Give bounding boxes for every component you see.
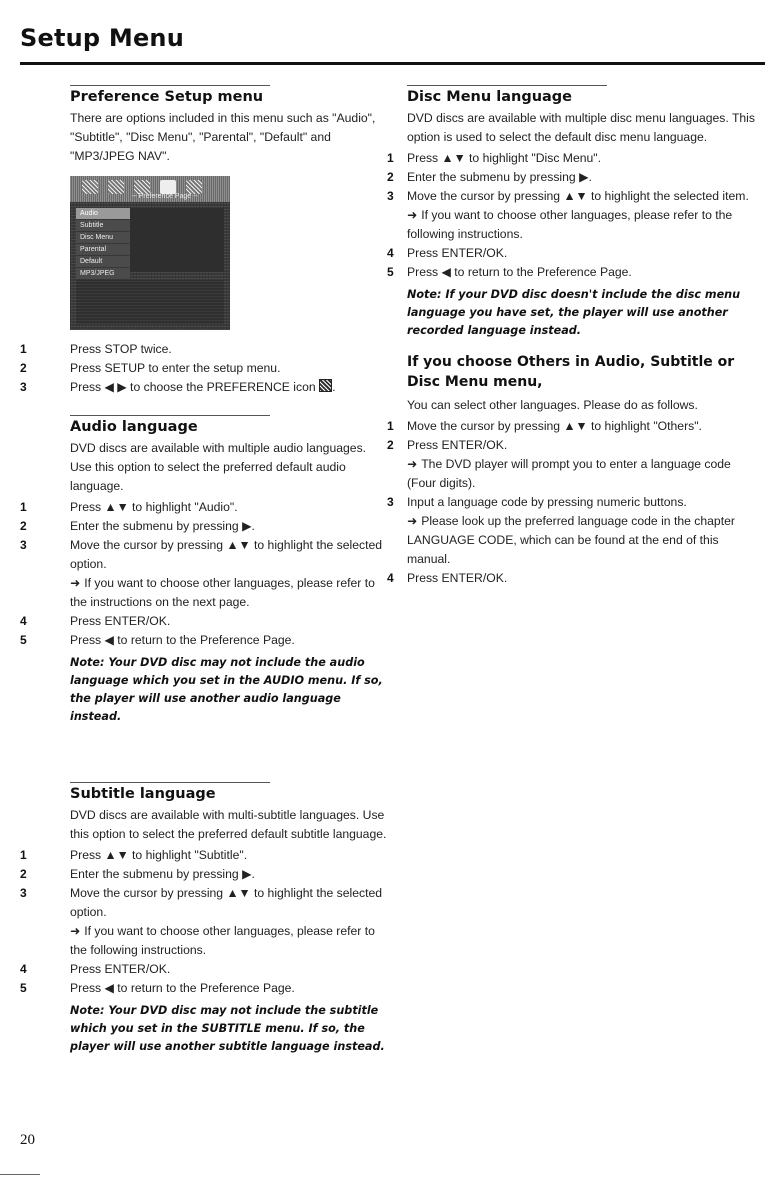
step-item <box>20 884 390 960</box>
subnote-text: If you want to choose other languages, please refer to the instructions on the next page. <box>70 576 375 609</box>
step-item <box>387 436 759 493</box>
step-subnote <box>70 922 390 960</box>
section-intro: DVD discs are available with multi-subtitle languages. Use this option to select the preferred default subtitle language. <box>70 808 387 841</box>
step-text: Press ENTER/OK. <box>407 571 508 585</box>
audio-steps <box>20 498 390 650</box>
step-number: 2 <box>20 361 27 375</box>
step-number: 5 <box>387 265 394 279</box>
step-text: Press STOP twice. <box>70 342 172 356</box>
step-number: 3 <box>20 380 27 394</box>
step-item <box>387 168 759 187</box>
step-item <box>20 846 390 865</box>
step-text: Press ▲▼ to highlight "Subtitle". <box>70 848 248 862</box>
subnote-text: The DVD player will prompt you to enter a language code (Four digits). <box>407 457 731 490</box>
step-item <box>387 149 759 168</box>
page-number: 20 <box>20 1132 35 1148</box>
section-rule <box>70 782 270 783</box>
section-title: Subtitle language <box>70 786 216 802</box>
preference-icon <box>160 180 176 194</box>
subnote-text: Please look up the preferred language code in the chapter LANGUAGE CODE, which can be found at the end of this manual. <box>407 514 735 566</box>
section-intro: You can select other languages. Please do as follows. <box>407 398 698 412</box>
step-number: 1 <box>387 151 394 165</box>
step-text: Move the cursor by pressing ▲▼ to highlight the selected item. <box>407 189 749 203</box>
step-number: 4 <box>20 962 27 976</box>
header-rule <box>20 62 765 65</box>
step-item <box>387 187 759 244</box>
arrow-right-icon: ➜ <box>407 514 418 528</box>
section-note: Note: Your DVD disc may not include the audio language which you set in the AUDIO menu. If so, the player will use another audio language instead. <box>70 656 383 723</box>
section-title: Disc Menu language <box>407 89 573 105</box>
step-text-end: . <box>332 380 336 394</box>
step-text: Press ENTER/OK. <box>70 614 171 628</box>
step-item <box>387 493 759 569</box>
step-text: Press ◀ to return to the Preference Page. <box>70 981 295 995</box>
step-item <box>20 612 390 631</box>
step-text: Move the cursor by pressing ▲▼ to highlight "Others". <box>407 419 702 433</box>
disc-menu-section <box>387 85 759 340</box>
step-text: Enter the submenu by pressing ▶. <box>70 519 255 533</box>
right-column <box>387 85 759 588</box>
step-item <box>20 498 390 517</box>
screenshot-tab-bar <box>70 176 230 202</box>
screenshot-menu-item: Audio <box>76 208 130 219</box>
step-number: 3 <box>387 189 394 203</box>
step-number: 2 <box>20 867 27 881</box>
step-item <box>20 378 390 397</box>
step-number: 1 <box>20 848 27 862</box>
subnote-text: If you want to choose other languages, please refer to the following instructions. <box>70 924 375 957</box>
arrow-right-icon: ➜ <box>70 576 81 590</box>
step-text: Press ◀ to return to the Preference Page. <box>407 265 632 279</box>
step-text: Move the cursor by pressing ▲▼ to highlight the selected option. <box>70 886 383 919</box>
step-number: 2 <box>387 438 394 452</box>
step-text: Press ENTER/OK. <box>407 246 508 260</box>
preference-steps <box>20 340 390 397</box>
step-number: 2 <box>20 519 27 533</box>
screenshot-menu-item: Subtitle <box>76 220 130 231</box>
disc-menu-steps <box>387 149 759 282</box>
page-title: Setup Menu <box>20 24 184 52</box>
screenshot-submenu-area <box>130 208 224 272</box>
step-subnote <box>70 574 390 612</box>
step-text: Input a language code by pressing numeric buttons. <box>407 495 687 509</box>
step-number: 3 <box>20 886 27 900</box>
step-number: 1 <box>20 342 27 356</box>
step-item <box>20 865 390 884</box>
screenshot-tab-label: -- Preference Page -- <box>132 193 198 200</box>
screenshot-menu-item: Parental <box>76 244 130 255</box>
step-item <box>20 340 390 359</box>
step-text: Enter the submenu by pressing ▶. <box>407 170 592 184</box>
section-note: Note: If your DVD disc doesn't include the disc menu language you have set, the player will use another recorded language instead. <box>407 288 741 337</box>
step-item <box>20 536 390 612</box>
page-edge-line <box>0 1174 40 1175</box>
arrow-right-icon: ➜ <box>407 208 418 222</box>
step-number: 2 <box>387 170 394 184</box>
step-text: Press ▲▼ to highlight "Audio". <box>70 500 238 514</box>
password-icon <box>186 180 202 194</box>
step-number: 1 <box>20 500 27 514</box>
step-item <box>387 569 759 588</box>
step-text: Enter the submenu by pressing ▶. <box>70 867 255 881</box>
screenshot-menu-item: MP3/JPEG <box>76 268 130 279</box>
subnote-text: If you want to choose other languages, please refer to the following instructions. <box>407 208 733 241</box>
step-item <box>20 631 390 650</box>
video-setup-icon <box>134 180 150 194</box>
step-number: 1 <box>387 419 394 433</box>
section-title: Preference Setup menu <box>70 89 264 105</box>
subtitle-steps <box>20 846 390 998</box>
step-text: Press ▲▼ to highlight "Disc Menu". <box>407 151 601 165</box>
step-subnote <box>407 455 759 493</box>
step-item <box>20 517 390 536</box>
step-item <box>20 979 390 998</box>
step-number: 4 <box>387 571 394 585</box>
step-subnote <box>407 206 759 244</box>
others-section <box>387 352 759 588</box>
preference-menu-screenshot <box>70 176 230 330</box>
step-item <box>387 263 759 282</box>
others-steps <box>387 417 759 588</box>
section-note: Note: Your DVD disc may not include the subtitle which you set in the SUBTITLE menu. If so, the player will use another subtitle language instead. <box>70 1004 385 1053</box>
step-text: Press ◀ to return to the Preference Page. <box>70 633 295 647</box>
screenshot-menu-item: Default <box>76 256 130 267</box>
step-number: 4 <box>20 614 27 628</box>
step-text: Press SETUP to enter the setup menu. <box>70 361 281 375</box>
step-number: 3 <box>387 495 394 509</box>
step-number: 5 <box>20 633 27 647</box>
step-item <box>20 359 390 378</box>
preference-section <box>20 85 390 397</box>
audio-setup-icon <box>108 180 124 194</box>
section-title: If you choose Others in Audio, Subtitle or Disc Menu menu, <box>407 354 735 390</box>
step-item <box>387 244 759 263</box>
screenshot-menu-item: Disc Menu <box>76 232 130 243</box>
section-rule <box>70 415 270 416</box>
audio-section <box>20 415 390 726</box>
step-item <box>387 417 759 436</box>
step-number: 4 <box>387 246 394 260</box>
section-intro: DVD discs are available with multiple audio languages. Use this option to select the preferred default audio language. <box>70 441 367 493</box>
section-intro: DVD discs are available with multiple disc menu languages. This option is used to select the default disc menu language. <box>407 111 755 144</box>
section-rule <box>407 85 607 86</box>
step-number: 5 <box>20 981 27 995</box>
step-text: Press ENTER/OK. <box>70 962 171 976</box>
left-column <box>20 85 390 1056</box>
step-subnote <box>407 512 759 569</box>
step-text: Press ENTER/OK. <box>407 438 508 452</box>
step-text: Press ◀ ▶ to choose the PREFERENCE icon <box>70 380 316 394</box>
step-item <box>20 960 390 979</box>
general-setup-icon <box>82 180 98 194</box>
step-number: 3 <box>20 538 27 552</box>
step-text: Move the cursor by pressing ▲▼ to highlight the selected option. <box>70 538 383 571</box>
arrow-right-icon: ➜ <box>70 924 81 938</box>
preference-icon <box>319 379 332 392</box>
section-intro: There are options included in this menu such as "Audio", "Subtitle", "Disc Menu", "Parental", "Default" and "MP3/JPEG NAV". <box>70 111 376 163</box>
section-title: Audio language <box>70 419 198 435</box>
arrow-right-icon: ➜ <box>407 457 418 471</box>
section-rule <box>70 85 270 86</box>
subtitle-section <box>20 782 390 1056</box>
screenshot-info-area <box>76 280 224 324</box>
